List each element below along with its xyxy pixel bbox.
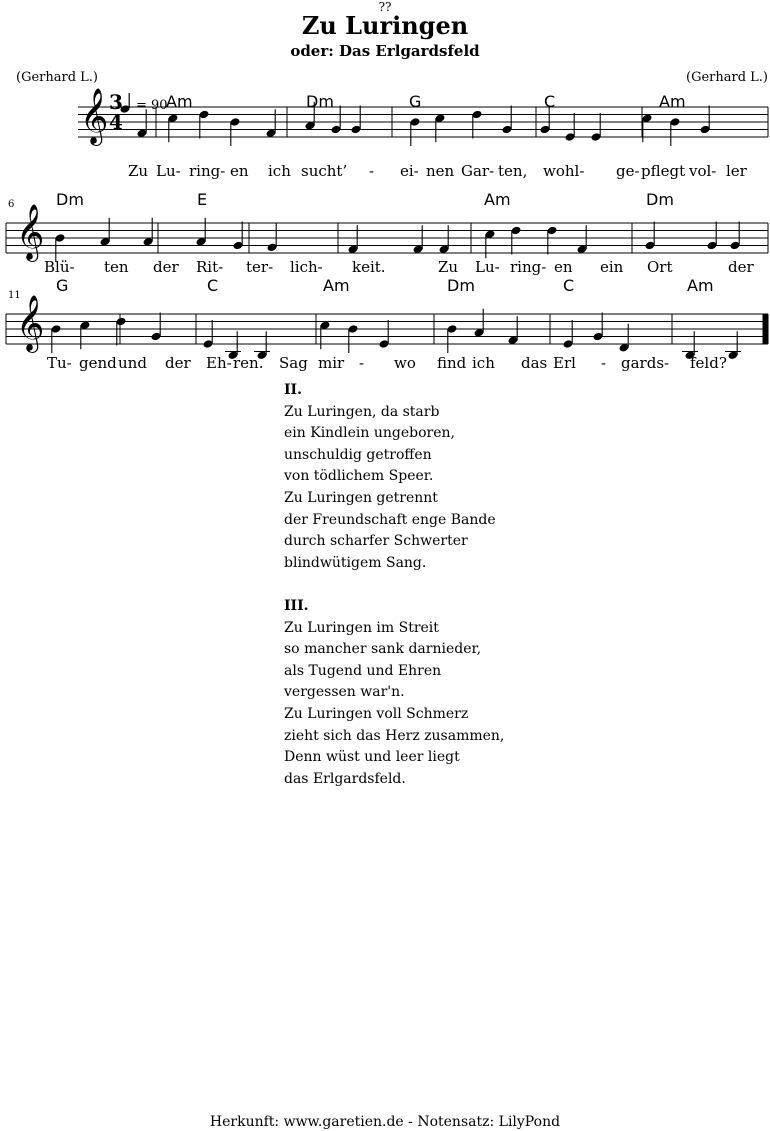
lyric-syllable: nen	[426, 162, 455, 180]
system-number: 11	[8, 290, 21, 301]
verse-line: das Erlgardsfeld.	[284, 770, 406, 787]
lyric-syllable: ich	[268, 162, 291, 180]
verse-label: II.	[284, 382, 302, 398]
chord-symbol: Dm	[56, 190, 84, 209]
chord-symbol: Dm	[447, 276, 475, 295]
lyric-syllable: ring-	[510, 258, 547, 276]
composer-credit: (Gerhard L.)	[686, 70, 768, 85]
song-subtitle: oder: Das Erlgardsfeld	[290, 42, 480, 60]
lyric-syllable: und	[118, 354, 147, 372]
lyric-syllable: ring-	[189, 162, 226, 180]
lyric-syllable: Lu-	[475, 258, 500, 276]
chord-symbol: C	[563, 276, 575, 295]
chord-symbol: Am	[687, 276, 714, 295]
lyric-syllable: ein	[600, 258, 624, 276]
lyric-syllable: Zu	[128, 162, 149, 180]
chord-symbol: Dm	[646, 190, 674, 209]
lyric-syllable: Sag	[279, 354, 308, 372]
verse-line: unschuldig getroffen	[284, 446, 432, 463]
lyric-syllable: -	[369, 162, 375, 180]
footer-credit: Herkunft: www.garetien.de - Notensatz: LilyPond	[209, 1114, 561, 1130]
lyric-syllable: Rit-	[196, 258, 224, 276]
lyric-syllable: ren.	[233, 354, 264, 372]
verse-3	[284, 596, 504, 790]
chord-symbol: Dm	[306, 92, 334, 111]
chord-symbol: Am	[484, 190, 511, 209]
tempo-marking: = 90	[136, 98, 168, 113]
verse-2	[284, 380, 504, 574]
chord-symbol: Am	[323, 276, 350, 295]
lyric-syllable: -	[359, 354, 365, 372]
lyric-syllable: ler	[726, 162, 747, 180]
lyric-syllable: Blü-	[44, 258, 75, 276]
treble-clef-icon: 𝄞	[80, 88, 109, 144]
verse-line: Zu Luringen, da starb	[284, 403, 440, 420]
lyric-syllable: der	[153, 258, 179, 276]
lyric-syllable: -	[601, 354, 607, 372]
lyric-syllable: gend	[79, 354, 117, 372]
lyric-syllable: Erl	[553, 354, 576, 372]
lyric-syllable: ten,	[498, 162, 528, 180]
lyric-syllable: wohl-	[543, 162, 585, 180]
lyric-syllable: der	[165, 354, 191, 372]
lyric-syllable: sucht’	[301, 162, 348, 180]
lyric-syllable: wo	[394, 354, 416, 372]
dedication: ??	[378, 0, 392, 14]
verse-line: vergessen war'n.	[284, 684, 405, 701]
verse-line: Zu Luringen getrennt	[284, 489, 438, 506]
lyric-syllable: en	[554, 258, 573, 276]
lyric-syllable: en	[230, 162, 249, 180]
lyric-syllable: Eh-	[206, 354, 232, 372]
verse-line: Zu Luringen im Streit	[284, 619, 439, 636]
lyric-syllable: der	[728, 258, 754, 276]
final-barline	[763, 314, 767, 344]
chord-symbol: G	[409, 92, 422, 111]
lyric-syllable: Ort	[647, 258, 673, 276]
lyric-syllable: feld?	[690, 354, 727, 372]
treble-clef-icon: 𝄞	[16, 204, 45, 260]
lyric-syllable: Gar-	[461, 162, 495, 180]
chord-symbol: Am	[166, 92, 193, 111]
lyric-syllable: Lu-	[156, 162, 181, 180]
poet-credit: (Gerhard L.)	[16, 70, 98, 85]
verse-label: III.	[284, 597, 309, 614]
treble-clef-icon: 𝄞	[16, 295, 45, 351]
chord-symbol: Am	[659, 92, 686, 111]
lyric-syllable: gards-	[621, 354, 670, 372]
lyric-syllable: Tu-	[47, 354, 72, 372]
verse-line: der Freundschaft enge Bande	[284, 511, 496, 528]
additional-verses	[284, 380, 504, 812]
system-number: 6	[8, 199, 15, 210]
lyric-syllable: find	[437, 354, 467, 372]
lyric-syllable: Zu	[438, 258, 459, 276]
lyric-syllable: keit.	[352, 258, 386, 276]
verse-line: durch scharfer Schwerter	[284, 533, 468, 550]
chord-symbol: G	[56, 276, 69, 295]
chord-symbol: E	[197, 190, 208, 209]
lyric-syllable: ten	[104, 258, 129, 276]
lyric-syllable: ter-	[246, 258, 274, 276]
lyric-syllable: ei-	[400, 162, 419, 180]
time-signature-denominator: 4	[109, 110, 123, 134]
chord-symbol: C	[207, 276, 219, 295]
verse-line: zieht sich das Herz zusammen,	[284, 727, 505, 744]
time-signature-numerator: 3	[109, 90, 123, 114]
song-title: Zu Luringen	[301, 11, 469, 40]
verse-line: Zu Luringen voll Schmerz	[284, 705, 469, 722]
chord-symbol: C	[544, 92, 556, 111]
lyric-syllable: das	[521, 354, 548, 372]
lyric-syllable: ge-	[616, 162, 640, 180]
verse-line: ein Kindlein ungeboren,	[284, 425, 455, 442]
verse-line: von tödlichem Speer.	[284, 468, 434, 485]
verse-line: als Tugend und Ehren	[284, 662, 442, 679]
lyric-syllable: mir	[318, 354, 345, 372]
lyric-syllable: pflegt	[641, 162, 686, 180]
lyric-syllable: ich	[472, 354, 495, 372]
verse-line: so mancher sank darnieder,	[284, 641, 482, 658]
verse-line: Denn wüst und leer liegt	[284, 749, 460, 766]
lyric-syllable: lich-	[290, 258, 323, 276]
verse-line: blindwütigem Sang.	[284, 554, 427, 571]
lyric-syllable: vol-	[689, 162, 717, 180]
